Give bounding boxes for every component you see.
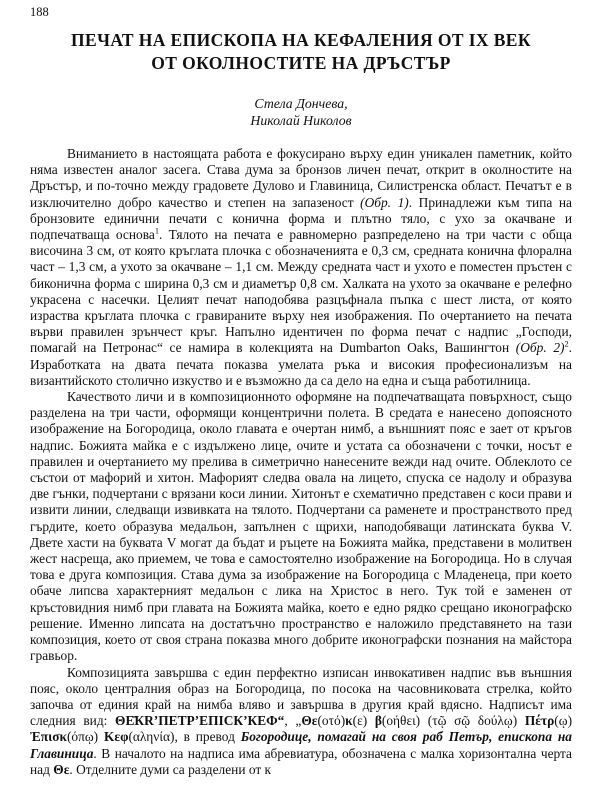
author-line-1: Стела Дончева, xyxy=(254,96,348,111)
paragraph-2: Качеството личи и в композиционното оформяне на подпечатващата повърхност, също разделена на три части, оформящи концентрични полета. В средата е нанесено допоясното изображение на Богородица, около главата е очертан нимб, а външният пояс е зает от кръгов надпис. Божията майка е с издължено лице, очите и устата са обозначени с точки, носът е правилен и очертанието му прелива в симетрично нанесените вежди над очите. Облеклото се състои от мафорий и хитон. Мафорият следва овала на лицето, спуска се надолу и образува две гънки, подчертани с врязани коси линии. Хитонът е схематично представен с коси прави и извити линии, следващи извивката на тялото. Подчертани са раменете и пространството пред гърдите, което образува медальон, запълнен с щрихи, наподобяващи латинската буква V. Двете хасти на буквата V могат да бъдат и ръцете на Божията майка, представени в молитвен жест насреща, ако приемем, че това е самостоятелно изображение на Богородица. Но в случая това е друга композиция. Става дума за изображение на Богородица с Младенеца, при което обаче липсва характерният медальон с лика на Христос в него. Тук той е заменен от кръстовидния нимб при главата на Божията майка, което е едно рядко срещано иконографско решение. Именно липсата на достатъчно пространство е наложило представянето на тази композиция, което от своя страна показва много добрите иконографски познания на майстора гравьор. xyxy=(30,389,572,664)
article-body xyxy=(30,146,572,778)
paragraph-3: Композицията завършва с един перфектно изписан инвокативен надпис във външния пояс, около централния образ на Богородица, по посока на часовниковата стрелка, който започва от единия край на нимба вляво и завършва в другия край вдясно. Надписът има следния вид: ΘЕ̄КR’ПЕТР’ЕПІСК’КЕФ“, „Θε(οτό)κ(ε) β(οήθει) (τῷ σῷ δούλῳ) Πέτρ(ῳ) Ἐπισκ(όπῳ) Κεφ(αληνία), в превод Богородице, помагай на своя раб Петър, епископа на Главиница. В началото на надписа има абревиатура, обозначена с малка хоризонтална черта над Θε. Отделните думи са разделени от к xyxy=(30,664,573,777)
author-line-2: Николай Николов xyxy=(250,113,352,128)
title-line-1: ПЕЧАТ НА ЕПИСКОПА НА КЕФАЛЕНИЯ ОТ IX ВЕК xyxy=(71,30,531,50)
page-number: 188 xyxy=(30,5,49,19)
authors-block xyxy=(30,95,572,129)
title-line-2: ОТ ОКОЛНОСТИТЕ НА ДРЪСТЪР xyxy=(151,53,451,73)
paragraph-1: Вниманието в настоящата работа е фокусирано върху един уникален паметник, който няма известен аналог засега. Става дума за бронзов личен печат, открит в околностите на Дръстър, и по-точно между градовете Дулово и Главиница, Силистренска област. Печатът е в изключително добро качество и степен на запазеност (Обр. 1). Принадлежи към типа на бронзовите единични печати с конична форма и плътно тяло, с ухо за окачване и подпечатваща основа$^1$. Тялото на печата е равномерно разпределено на три части с обща височина 3 см, от която кръглата плочка с обозначенията е 0,3 см, средната конична флорална част – 1,3 см, а ухото за окачване – 1,1 см. Между средната част и ухото е поместен пръстен с биконична форма с ширина 0,3 см и диаметър 0,8 см. Халката на ухото за окачване е релефно украсена с насечки. Целият печат наподобява разцъфнала пъпка с шест листа, от която израства кръглата плочка с гравираните върху нея изображения. По очертанието на печата върви правилен зрънчест кръг. Напълно идентичен по форма печат с надпис „Господи, помагай на Петронас“ се намира в колекцията на Dumbarton Oaks, Вашингтон (Обр. 2)$^2$. Изработката на двата печата показва умелата ръка и високия професионализъм на византийското столично изкуство и е възможно да са дело на една и съща работилница. xyxy=(30,146,572,388)
article-title xyxy=(30,29,572,75)
